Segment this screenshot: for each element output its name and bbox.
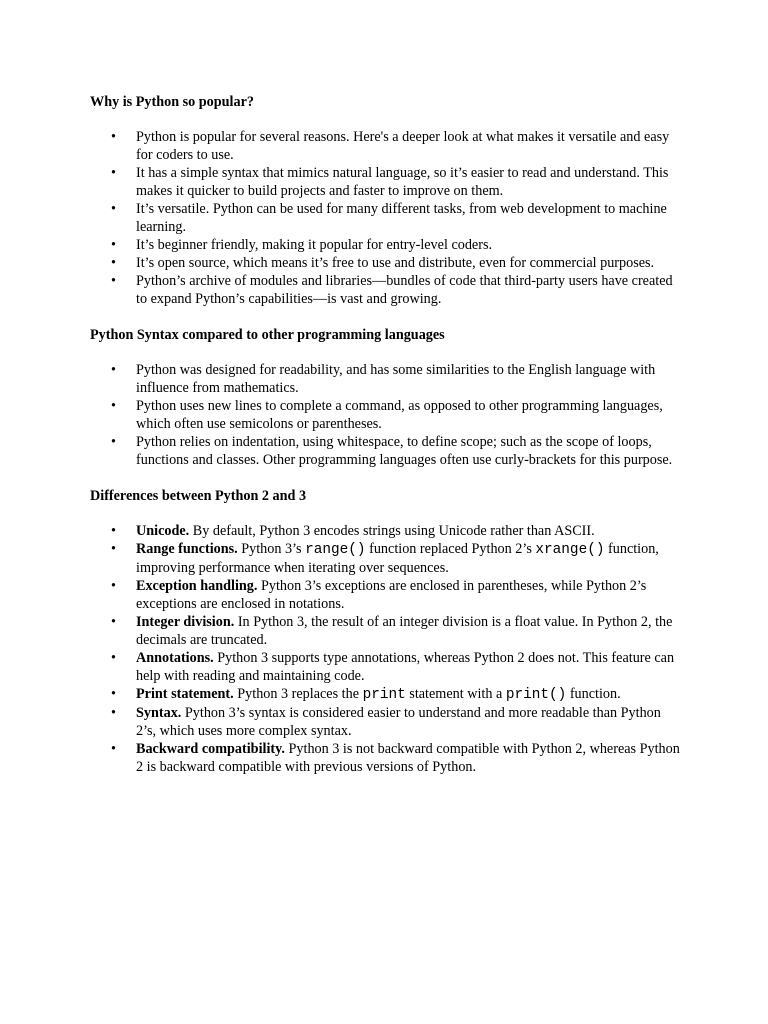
bullet-icon: • [111, 650, 116, 666]
differences-list [90, 522, 680, 776]
item-label: Exception handling. [136, 578, 258, 594]
inline-code: print() [505, 687, 567, 703]
list-item: • Python is popular for several reasons. Here's a deeper look at what makes it versatile and easy for coders to use. [111, 129, 670, 163]
inline-code: range() [305, 542, 366, 558]
syntax-list [90, 361, 680, 469]
item-label: Backward compatibility. [136, 741, 285, 757]
list-item: • It has a simple syntax that mimics natural language, so it’s easier to read and understand. This makes it quicker to build projects and faster to improve on them. [111, 165, 669, 199]
list-item: • Annotations. Python 3 supports type annotations, whereas Python 2 does not. This feature can help with reading and maintaining code. [111, 650, 675, 684]
section-heading-popularity: Why is Python so popular? [90, 94, 254, 110]
section-heading-differences: Differences between Python 2 and 3 [90, 488, 307, 504]
bullet-icon: • [111, 614, 116, 630]
list-item: • Unicode. By default, Python 3 encodes strings using Unicode rather than ASCII. [111, 523, 595, 539]
bullet-icon: • [111, 201, 116, 217]
popularity-list [90, 128, 680, 308]
bullet-icon: • [111, 705, 116, 721]
list-item: • It’s beginner friendly, making it popular for entry-level coders. [111, 237, 493, 253]
section-heading-syntax: Python Syntax compared to other programming languages [90, 327, 445, 343]
bullet-icon: • [111, 541, 116, 557]
bullet-icon: • [111, 362, 116, 378]
bullet-icon: • [111, 237, 116, 253]
list-item: • Print statement. Python 3 replaces the print statement with a print() function. [111, 686, 621, 703]
item-label: Unicode. [136, 523, 190, 539]
bullet-icon: • [111, 741, 116, 757]
item-label: Annotations. [136, 650, 214, 666]
bullet-icon: • [111, 686, 116, 702]
list-item: • Backward compatibility. Python 3 is not backward compatible with Python 2, whereas Python 2 is backward compatible with previous versions of Python. [111, 741, 680, 775]
bullet-icon: • [111, 523, 116, 539]
item-label: Print statement. [136, 686, 234, 702]
list-item: • Range functions. Python 3’s range() function replaced Python 2’s xrange() function, improving performance when iterating over sequences. [111, 541, 659, 576]
document-page [90, 93, 680, 794]
bullet-icon: • [111, 165, 116, 181]
item-label: Syntax. [136, 705, 182, 721]
item-label: Range functions. [136, 541, 238, 557]
item-label: Integer division. [136, 614, 235, 630]
list-item: • Syntax. Python 3’s syntax is considered easier to understand and more readable than Python 2’s, which uses more complex syntax. [111, 705, 661, 739]
bullet-icon: • [111, 434, 116, 450]
list-item: • Python uses new lines to complete a command, as opposed to other programming languages, which often use semicolons or parentheses. [111, 398, 663, 432]
bullet-icon: • [111, 273, 116, 289]
inline-code: print [362, 687, 406, 703]
list-item: • Python relies on indentation, using whitespace, to define scope; such as the scope of loops, functions and classes. Other programming languages often use curly-brackets for this purpose. [111, 434, 673, 468]
list-item: • Python’s archive of modules and libraries—bundles of code that third-party users have created to expand Python’s capabilities—is vast and growing. [111, 273, 673, 307]
bullet-icon: • [111, 129, 116, 145]
inline-code: xrange() [535, 542, 605, 558]
bullet-icon: • [111, 398, 116, 414]
list-item: • It’s versatile. Python can be used for many different tasks, from web development to machine learning. [111, 201, 667, 235]
list-item: • Exception handling. Python 3’s exceptions are enclosed in parentheses, while Python 2’s exceptions are enclosed in notations. [111, 578, 647, 612]
list-item: • Python was designed for readability, and has some similarities to the English language with influence from mathematics. [111, 362, 656, 396]
bullet-icon: • [111, 578, 116, 594]
bullet-icon: • [111, 255, 116, 271]
list-item: • It’s open source, which means it’s free to use and distribute, even for commercial purposes. [111, 255, 655, 271]
list-item: • Integer division. In Python 3, the result of an integer division is a float value. In Python 2, the decimals are truncated. [111, 614, 673, 648]
